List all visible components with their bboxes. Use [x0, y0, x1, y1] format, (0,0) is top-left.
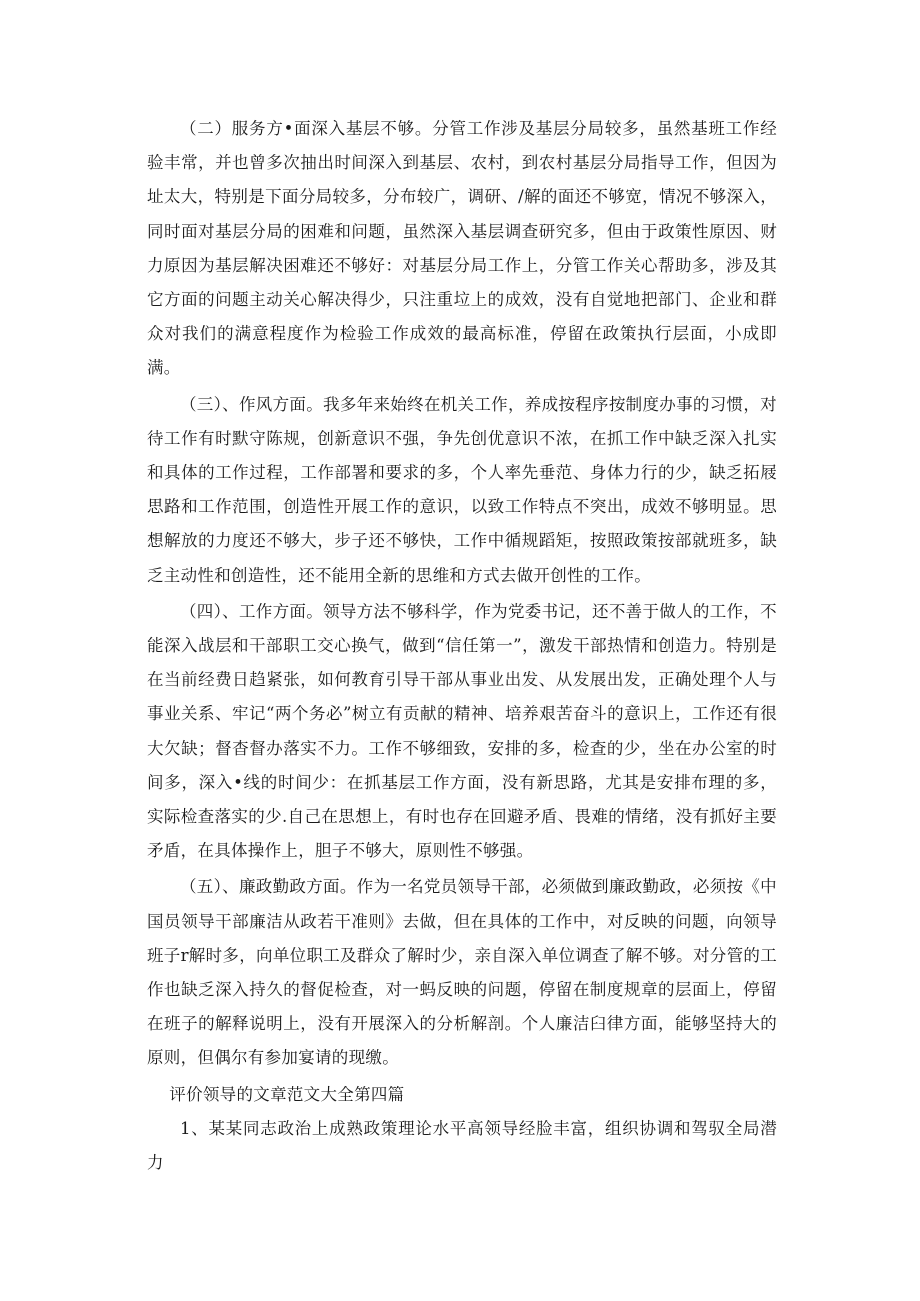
paragraph-work: （四）、工作方面。领导方法不够科学，作为党委书记，还不善于做人的工作，不能深入战层和干部职工交心换气，做到“信任第一”，激发干部热情和创造力。特别是在当前经费日趋紧张，如何教育引导干部从事业出发、从发展出发，正确处理个人与事业关系、牢记“两个务必”树立有贡献的精神、培养艰苦奋斗的意识上，工作还有很大欠缺；督杳督办落实不力。工作不够细致，安排的多，检查的少，坐在办公室的时间多，深入•线的时间少：在抓基层工作方面，没有新思路，尤其是安排布理的多，实际检查落实的少.自己在思想上，有时也存在回避矛盾、畏难的情绪，没有抓好主要矛盾，在具体操作上，胆子不够大，原则性不够强。 — [147, 601, 777, 861]
paragraph-item-1: 1、某某同志政治上成熟政策理论水平高领导经脸丰富，组织协调和驾驭全局潜力 — [147, 1118, 777, 1173]
paragraph-integrity: （五）、廉政勤政方面。作为一名党员领导干部，必须做到廉政勤政，必须按《中国员领导干部廉洁从政若干准则》去做，但在具体的工作中，对反映的问题，向领导班子r解时多，向单位职工及群众了解时少，亲自深入单位调查了解不够。对分管的工作也缺乏深入持久的督促检查，对一蚂反映的问题，停留在制度规章的层面上，停留在班子的解释说明上，没有开展深入的分析解剖。个人廉洁臼律方面，能够坚持大的原则，但偶尔有参加宴请的现缴。 — [147, 877, 777, 1068]
document-page — [147, 112, 777, 1180]
paragraph-work-style: （三）、作风方面。我多年来始终在机关工作，养成按程序按制度办事的习惯，对待工作有时默守陈规，创新意识不强，争先创优意识不浓，在抓工作中缺乏深入扎实和具体的工作过程，工作部署和要求的多，个人率先垂范、身体力行的少，缺乏拓屐思路和工作范围，创造性开展工作的意识，以致工作特点不突出，成效不够明显。思想解放的力度还不够大，步子还不够快，工作中循规蹈矩，按照政策按部就班多，缺乏主动性和创造性，还不能用全新的思维和方式去做开创性的工作。 — [147, 394, 777, 585]
paragraph-service: （二）服务方•面深入基层不够。分管工作涉及基层分局较多，虽然基班工作经验丰常，并也曾多次抽出时间深入到基层、农村，到农村基层分局指导工作，但因为址太大，特别是下面分局较多，分布较广，调研、/解的面还不够宽，情况不够深入，同时面对基层分局的困难和问题，虽然深入基层调查研究多，但由于政策性原因、财力原因为基层解决困难还不够好：对基层分局工作上，分管工作关心帮助多，涉及其它方面的问题主动关心解决得少，只注重垃上的成效，没有自觉地把部门、企业和群众对我们的满意程度作为检验工作成效的最高标准，停留在政策执行层面，小成即满。 — [147, 119, 777, 378]
section-title: 评价领导的文章范文大全第四篇 — [169, 1084, 405, 1104]
